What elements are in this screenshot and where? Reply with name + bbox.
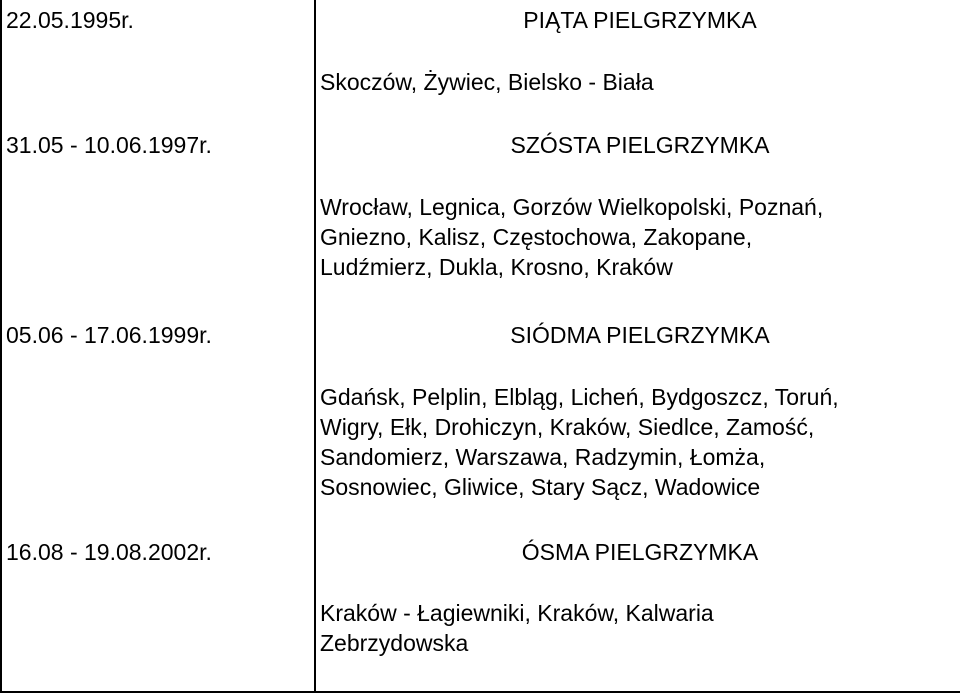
pilgrimage-date: 16.08 - 19.08.2002r.: [6, 539, 212, 565]
places-line: Wrocław, Legnica, Gorzów Wielkopolski, Poznań,: [320, 194, 824, 220]
pilgrimage-date: 22.05.1995r.: [6, 7, 134, 33]
pilgrimage-places: [320, 67, 956, 97]
pilgrimage-title: ÓSMA PIELGRZYMKA: [521, 539, 759, 565]
places-line: Gniezno, Kalisz, Częstochowa, Zakopane,: [320, 224, 753, 250]
places-line: Ludźmierz, Dukla, Krosno, Kraków: [320, 254, 673, 280]
column-divider: [314, 0, 316, 693]
pilgrimage-places: [320, 382, 956, 502]
pilgrimage-date: 31.05 - 10.06.1997r.: [6, 132, 212, 158]
pilgrimage-places: [320, 598, 956, 658]
places-line: Skoczów, Żywiec, Bielsko - Biała: [320, 69, 654, 95]
places-line: Zebrzydowska: [320, 630, 469, 656]
pilgrimage-title: PIĄTA PIELGRZYMKA: [523, 7, 757, 33]
pilgrimage-date: 05.06 - 17.06.1999r.: [6, 322, 212, 348]
places-line: Sandomierz, Warszawa, Radzymin, Łomża,: [320, 444, 766, 470]
places-line: Kraków - Łagiewniki, Kraków, Kalwaria: [320, 600, 714, 626]
pilgrimage-title: SIÓDMA PIELGRZYMKA: [510, 322, 770, 348]
places-line: Wigry, Ełk, Drohiczyn, Kraków, Siedlce, Zamość,: [320, 414, 815, 440]
places-line: Gdańsk, Pelplin, Elbląg, Licheń, Bydgoszcz, Toruń,: [320, 384, 839, 410]
pilgrimage-title: SZÓSTA PIELGRZYMKA: [510, 132, 770, 158]
pilgrimage-places: [320, 192, 956, 282]
places-line: Sosnowiec, Gliwice, Stary Sącz, Wadowice: [320, 474, 761, 500]
